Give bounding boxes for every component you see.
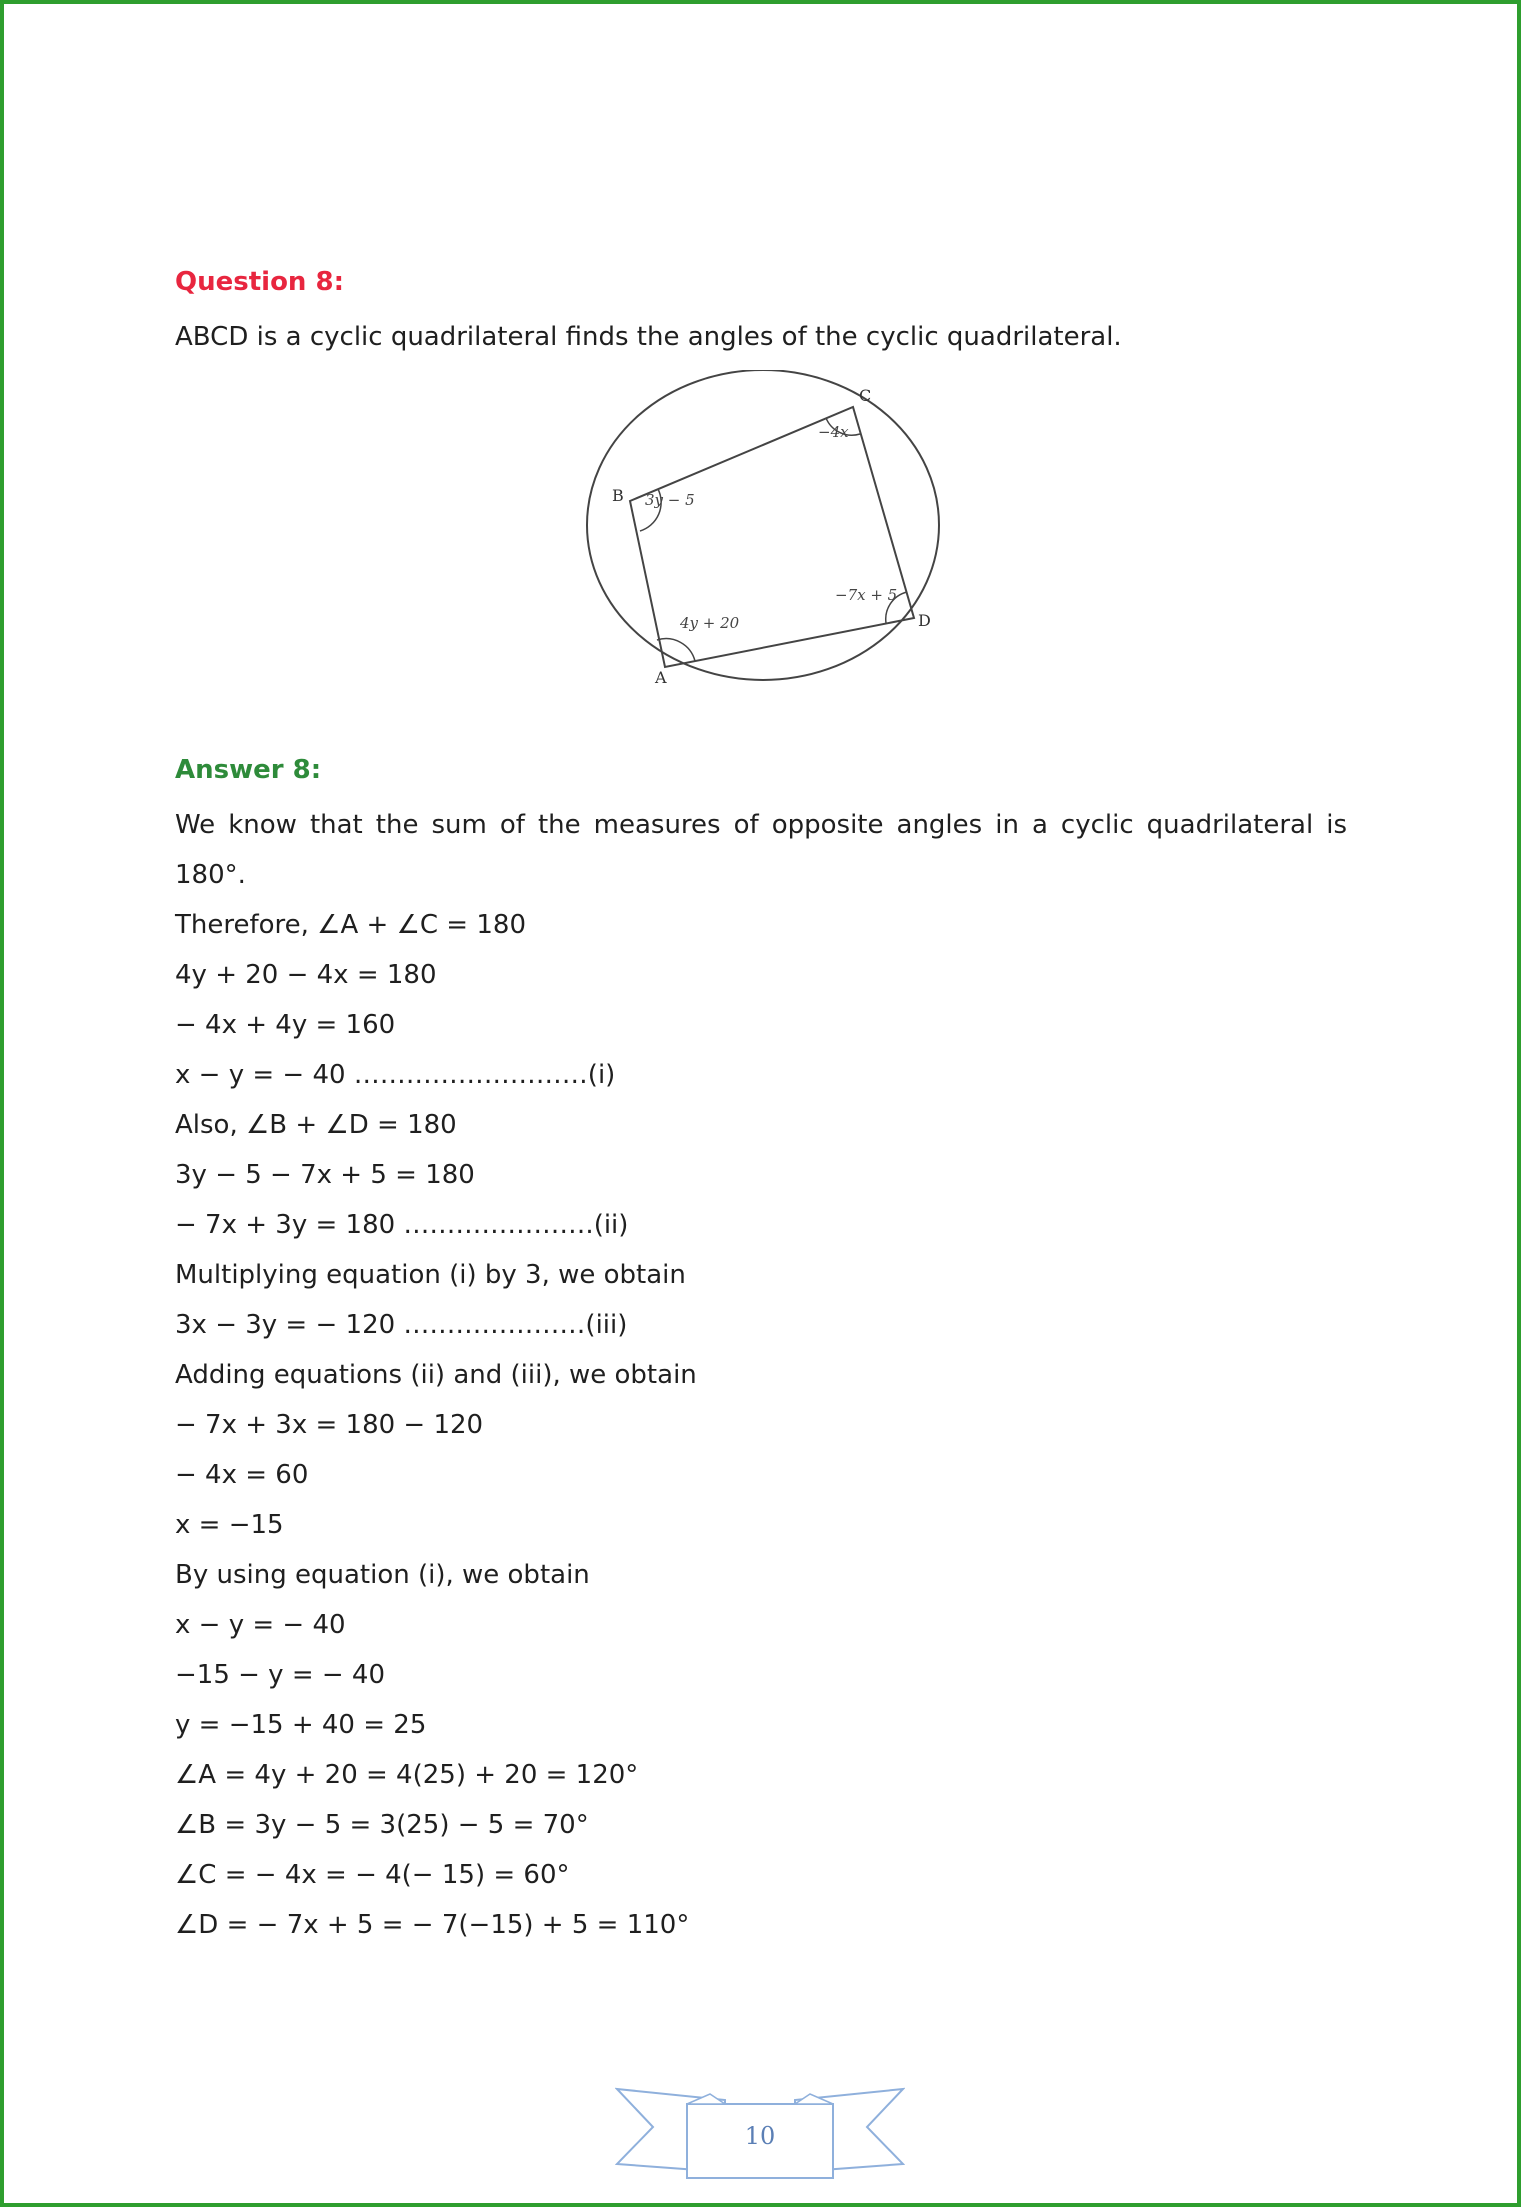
angle-a-label: 4y + 20: [680, 614, 740, 632]
answer-line: Multiplying equation (i) by 3, we obtain: [175, 1260, 686, 1290]
answer-line: x − y = − 40: [175, 1610, 346, 1640]
cyclic-quadrilateral-diagram: [575, 370, 955, 700]
answer-line: −15 − y = − 40: [175, 1660, 386, 1690]
answer-line: 4y + 20 − 4x = 180: [175, 960, 437, 990]
answer-line: y = −15 + 40 = 25: [175, 1710, 427, 1740]
answer-line: 3y − 5 − 7x + 5 = 180: [175, 1160, 475, 1190]
question-heading: Question 8:: [175, 267, 344, 297]
page-number: 10: [744, 2122, 776, 2150]
answer-line: − 7x + 3y = 180 ………………….(ii): [175, 1210, 629, 1240]
document-content: [175, 262, 1347, 1950]
answer-line: Adding equations (ii) and (iii), we obtain: [175, 1360, 697, 1390]
vertex-d-label: D: [918, 611, 931, 630]
vertex-b-label: B: [612, 486, 624, 505]
answer-line: Therefore, ∠A + ∠C = 180: [175, 910, 526, 940]
answer-line: 3x − 3y = − 120 …………………(iii): [175, 1310, 628, 1340]
answer-line: ∠B = 3y − 5 = 3(25) − 5 = 70°: [175, 1810, 589, 1840]
answer-line: ∠C = − 4x = − 4(− 15) = 60°: [175, 1860, 570, 1890]
answer-line: − 4x + 4y = 160: [175, 1010, 396, 1040]
vertex-a-label: A: [655, 668, 667, 687]
question-text: ABCD is a cyclic quadrilateral finds the angles of the cyclic quadrilateral.: [175, 322, 1122, 352]
angle-c-label: −4x: [818, 423, 849, 441]
cyclic-quadrilateral-figure: [175, 370, 1347, 710]
answer-line: ∠D = − 7x + 5 = − 7(−15) + 5 = 110°: [175, 1910, 690, 1940]
answer-heading: Answer 8:: [175, 755, 322, 785]
answer-line: ∠A = 4y + 20 = 4(25) + 20 = 120°: [175, 1760, 639, 1790]
answer-line: By using equation (i), we obtain: [175, 1560, 590, 1590]
vertex-c-label: C: [859, 386, 872, 405]
answer-intro: We know that the sum of the measures of opposite angles in a cyclic quadrilateral is 180°.: [175, 810, 1347, 890]
page-number-ribbon: [615, 2082, 905, 2192]
answer-line: Also, ∠B + ∠D = 180: [175, 1110, 457, 1140]
angle-d-label: −7x + 5: [835, 586, 898, 604]
answer-line: − 7x + 3x = 180 − 120: [175, 1410, 484, 1440]
answer-line: − 4x = 60: [175, 1460, 309, 1490]
answer-line: x − y = − 40 ………………………(i): [175, 1060, 616, 1090]
answer-line: x = −15: [175, 1510, 284, 1540]
angle-b-label: 3y − 5: [645, 491, 695, 509]
